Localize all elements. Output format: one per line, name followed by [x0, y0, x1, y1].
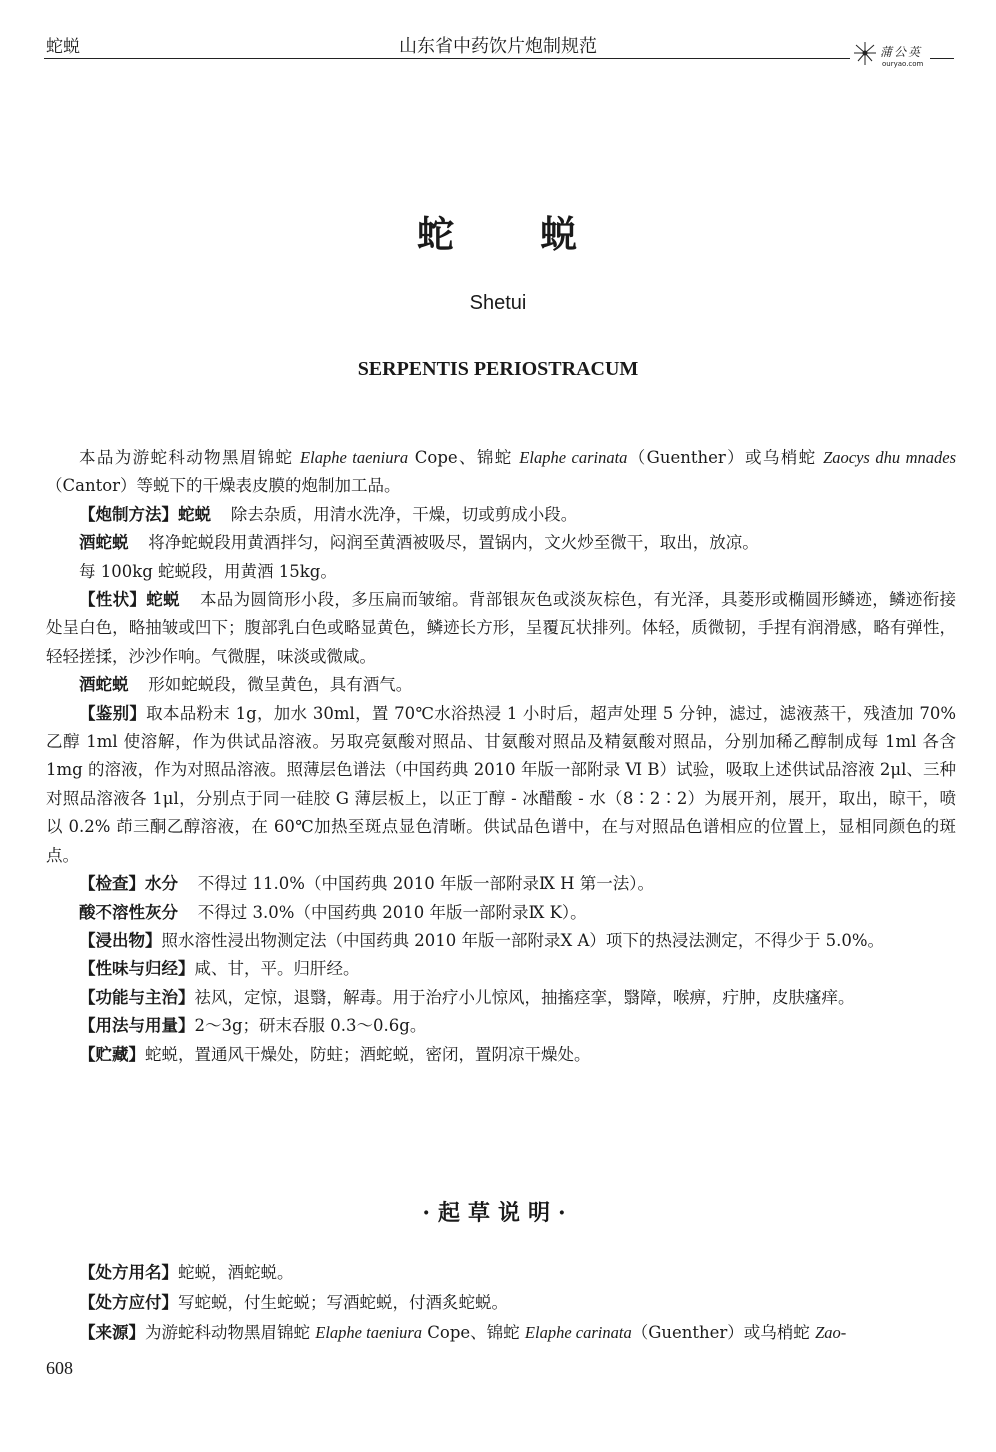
- storage-paragraph: 【贮藏】蛇蜕，置通风干燥处，防蛀；酒蛇蜕，密闭，置阴凉干燥处。: [79, 1044, 591, 1064]
- nature-paragraph: 【性味与归经】咸、甘，平。归肝经。: [79, 959, 360, 979]
- entry-latin-name: SERPENTIS PERIOSTRACUM: [357, 358, 639, 380]
- entry-title-char-2: 蜕: [540, 213, 579, 256]
- extract-paragraph: 【浸出物】照水溶性浸出物测定法（中国药典 2010 年版一部附录Ⅹ A）项下的热浸法测定，不得少于 5.0%。: [79, 930, 885, 950]
- section-label: 【来源】: [79, 1323, 145, 1342]
- running-head-left: 蛇蜕: [46, 37, 80, 57]
- section-label: 【炮制方法】: [79, 504, 178, 524]
- identification-paragraph: 【鉴别】取本品粉末 1g，加水 30ml，置 70℃水浴热浸 1 小时后，超声处理 5 分钟，滤过，滤液蒸干，残渣加 70% 乙醇 1ml 使溶解，作为供试品溶液。另取亮氨酸对照品、甘氨酸对照品及精氨酸对照品，分别加稀乙醇制成每 1ml 各含 1mg 的溶液，作为对照品溶液。照薄层色谱法（中国药典 2010 年版一部附录 Ⅵ B）试验，吸取上述供试品溶液 2μl、三种对照品溶液各 1μl，分别点于同一硅胶 G 薄层板上，以正丁醇 - 冰醋酸 - 水（8∶2∶2）为展开剂，展开，取出，晾干，喷以 0.2% 茚三酮乙醇溶液，在 60℃加热至斑点显色清晰。供试品色谱中，在与对照品色谱相应的位置上，显相同颜色的斑点。: [46, 703, 957, 865]
- entry-title: [0, 204, 996, 258]
- inspection-paragraph: 酸不溶性灰分 不得过 3.0%（中国药典 2010 年版一部附录Ⅸ K）。: [79, 902, 587, 922]
- species-name: Elaphe taeniura: [300, 448, 409, 467]
- processing-paragraph: 【炮制方法】蛇蜕 除去杂质，用清水洗净，干燥，切或剪成小段。: [79, 504, 578, 524]
- section-label: 【浸出物】: [79, 930, 162, 950]
- section-label: 【检查】: [79, 874, 145, 894]
- species-name: Zaocys dhu mnades: [823, 448, 957, 467]
- inspection-paragraph: 【检查】水分 不得过 11.0%（中国药典 2010 年版一部附录Ⅸ H 第一法）。: [79, 874, 654, 894]
- drafting-notes-title: ·起草说明·: [422, 1200, 574, 1226]
- usage-paragraph: 【用法与用量】2～3g；研末吞服 0.3～0.6g。: [79, 1016, 427, 1036]
- logo-text: 蒲公英: [880, 45, 923, 59]
- species-name: Elaphe carinata: [519, 448, 628, 467]
- section-label: 【性状】: [79, 590, 147, 610]
- page-number: 608: [46, 1358, 73, 1378]
- subsection-label: 蛇蜕: [146, 590, 180, 610]
- subsection-label: 水分: [145, 874, 178, 894]
- entry-pinyin: Shetui: [469, 292, 527, 314]
- notes-paragraph: 【来源】为游蛇科动物黑眉锦蛇 Elaphe taeniura Cope、锦蛇 Elaphe carinata（Guenther）或乌梢蛇 Zao-: [79, 1323, 847, 1342]
- header-rule: [44, 58, 850, 59]
- subsection-label: 酒蛇蜕: [79, 533, 129, 553]
- subsection-label: 酒蛇蜕: [79, 675, 129, 695]
- section-label: 【性味与归经】: [79, 959, 195, 979]
- section-label: 【贮藏】: [79, 1044, 145, 1064]
- notes-paragraph: 【处方用名】蛇蜕，酒蛇蜕。: [79, 1263, 294, 1282]
- dandelion-icon: [852, 40, 878, 66]
- notes-paragraph: 【处方应付】写蛇蜕，付生蛇蜕；写酒蛇蜕，付酒炙蛇蜕。: [79, 1293, 508, 1312]
- characters-paragraph: 酒蛇蜕 形如蛇蜕段，微呈黄色，具有酒气。: [79, 675, 413, 695]
- species-name: Elaphe taeniura: [315, 1323, 423, 1342]
- section-label: 【鉴别】: [79, 703, 147, 723]
- subsection-label: 酸不溶性灰分: [79, 902, 178, 922]
- section-label: 【处方应付】: [79, 1293, 178, 1312]
- entry-title-char-1: 蛇: [417, 213, 456, 256]
- function-paragraph: 【功能与主治】祛风，定惊，退翳，解毒。用于治疗小儿惊风，抽搐痉挛，翳障，喉痹，疔肿，皮肤瘙痒。: [79, 987, 855, 1007]
- intro-paragraph: 本品为游蛇科动物黑眉锦蛇 Elaphe taeniura Cope、锦蛇 Elaphe carinata（Guenther）或乌梢蛇 Zaocys dhu mnades（Cantor）等蜕下的干燥表皮膜的炮制加工品。: [46, 448, 957, 496]
- processing-paragraph: 酒蛇蜕 将净蛇蜕段用黄酒拌匀，闷润至黄酒被吸尽，置锅内，文火炒至微干，取出，放凉。: [79, 533, 759, 553]
- characters-paragraph: 【性状】蛇蜕 本品为圆筒形小段，多压扁而皱缩。背部银灰色或淡灰棕色，有光泽，具菱形或椭圆形鳞迹，鳞迹衔接处呈白色，略抽皱或凹下；腹部乳白色或略显黄色，鳞迹长方形，呈覆瓦状排列。体轻，质微韧，手捏有润滑感，略有弹性，轻轻搓揉，沙沙作响。气微腥，味淡或微咸。: [46, 590, 957, 666]
- drafting-notes: [46, 1258, 956, 1348]
- header-rule-right: [930, 58, 954, 59]
- species-name: Zao-: [815, 1323, 847, 1342]
- species-name: Elaphe carinata: [524, 1323, 632, 1342]
- running-head-title: 山东省中药饮片炮制规范: [399, 36, 597, 57]
- monograph-body: [46, 444, 956, 1069]
- section-label: 【处方用名】: [79, 1263, 178, 1282]
- section-label: 【用法与用量】: [79, 1016, 195, 1036]
- logo-url: ouryao.com: [882, 60, 924, 68]
- section-label: 【功能与主治】: [79, 987, 195, 1007]
- subsection-label: 蛇蜕: [178, 504, 211, 524]
- publisher-logo: [852, 40, 930, 70]
- processing-paragraph: 每 100kg 蛇蜕段，用黄酒 15kg。: [79, 561, 337, 581]
